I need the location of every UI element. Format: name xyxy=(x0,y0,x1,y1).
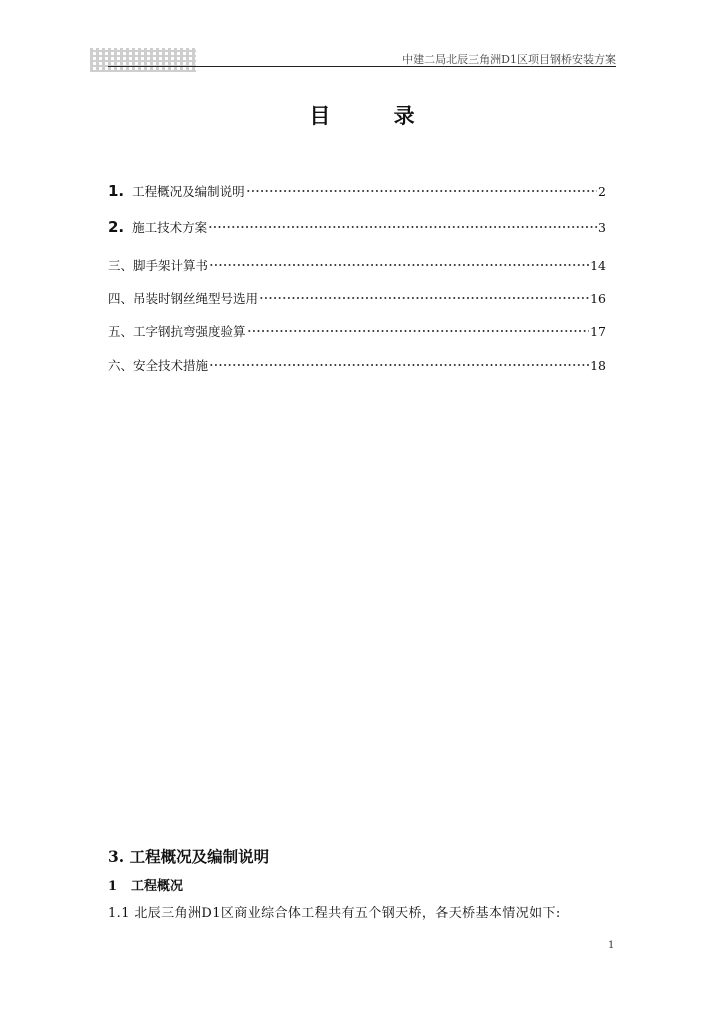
toc-entry-1[interactable] xyxy=(108,182,606,202)
toc-entry-number: 2. xyxy=(108,218,125,236)
toc-entry-label: 五、工字钢抗弯强度验算 xyxy=(108,324,246,339)
toc-entry-page: 14 xyxy=(590,258,606,273)
subsection-title: 工程概况 xyxy=(131,879,184,894)
toc-entry-page: 2 xyxy=(598,184,606,199)
toc-entry-5[interactable] xyxy=(108,322,606,342)
header-title: 中建二局北辰三角洲D1区项目钢桥安装方案 xyxy=(402,53,616,66)
toc-entry-label: 工程概况及编制说明 xyxy=(132,184,245,199)
toc-entry-page: 3 xyxy=(598,220,606,235)
subsection-number: 1 xyxy=(108,879,118,894)
toc-entry-label: 三、脚手架计算书 xyxy=(108,258,209,273)
page-number: 1 xyxy=(608,940,615,951)
toc-dot-leader xyxy=(209,360,589,370)
toc-entry-page: 16 xyxy=(590,291,606,306)
toc-dot-leader xyxy=(246,186,597,196)
toc-entry-2[interactable] xyxy=(108,218,606,238)
toc-entry-label: 六、安全技术措施 xyxy=(108,358,209,373)
toc-entry-6[interactable] xyxy=(108,356,606,376)
toc-entry-3[interactable] xyxy=(108,256,606,276)
toc-dot-leader xyxy=(259,293,589,303)
toc-entry-page: 18 xyxy=(590,358,606,373)
body-paragraph: 1.1 北辰三角洲D1区商业综合体工程共有五个钢天桥，各天桥基本情况如下: xyxy=(108,906,561,921)
company-logo xyxy=(90,48,196,72)
toc-entry-label: 施工技术方案 xyxy=(132,220,208,235)
toc-dot-leader xyxy=(209,260,589,270)
toc-dot-leader xyxy=(247,326,590,336)
toc-title: 目 录 xyxy=(309,103,443,128)
toc-entry-4[interactable] xyxy=(108,289,606,309)
toc-entry-number: 1. xyxy=(108,182,125,200)
subsection-heading xyxy=(108,875,183,894)
toc-entry-page: 17 xyxy=(590,324,606,339)
section-heading: 3. 工程概况及编制说明 xyxy=(108,847,270,866)
toc-dot-leader xyxy=(208,222,597,232)
toc-entry-label: 四、吊装时钢丝绳型号选用 xyxy=(108,291,259,306)
header-rule xyxy=(108,66,616,67)
